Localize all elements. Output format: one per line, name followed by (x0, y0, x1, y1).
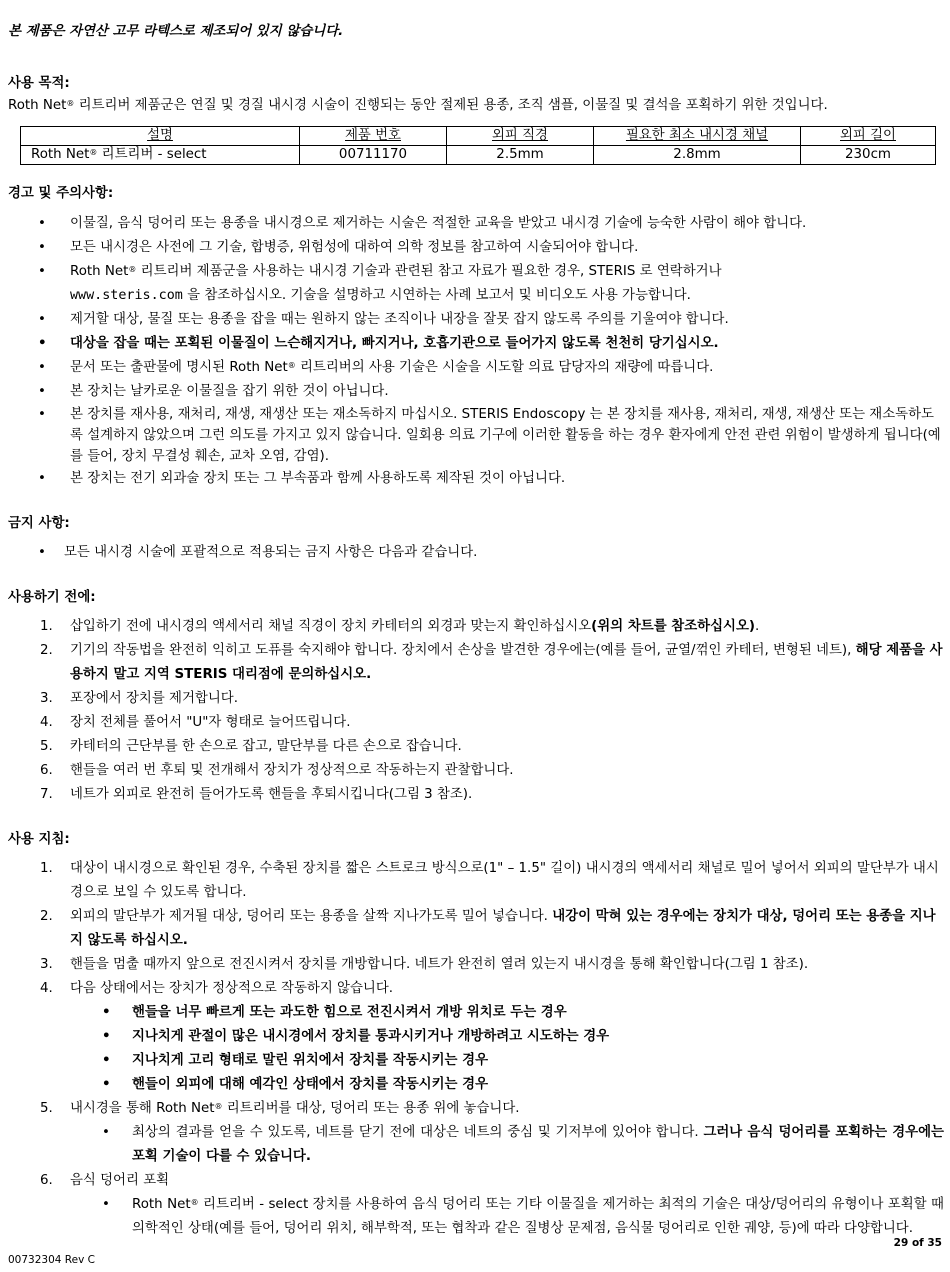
col-min-channel: 필요한 최소 내시경 채널 (594, 127, 801, 146)
cell-description: Roth Net® 리트리버 - select (21, 146, 300, 165)
list-item: 2. 기기의 작동법을 완전히 익히고 도퓨를 숙지해야 합니다. 장치에서 손상을 발견한 경우에는(예를 들어, 균열/꺾인 카테터, 변형된 네트), 해당 제품을 사용하지 말고 지역 STERIS 대리점에 문의하십시오. (40, 643, 943, 682)
list-item: 4. 장치 전체를 풀어서 "U"자 형태로 늘어뜨립니다. (40, 715, 351, 730)
cell-channel: 2.8mm (594, 146, 801, 165)
list-item: • Roth Net® 리트리버 - select 장치를 사용하여 음식 덩어리 또는 기타 이물질을 제거하는 최적의 기술은 대상/덩어리의 유형이나 포획할 때 의학적인 상태(예를 들어, 덩어리 위치, 해부학적, 또는 협착과 같은 질병상 문제점, 음식물 덩어리로 인한 궤양, 등)에 따라 다양합니다. (70, 1193, 944, 1241)
list-item: 6. 음식 덩어리 포획 • Roth Net® 리트리버 - select 장치를 사용하여 음식 덩어리 또는 기타 이물질을 제거하는 최적의 기술은 대상/덩어리의 유형이나 포획할 때 의학적인 상태(예를 들어, 덩어리 위치, 해부학적, 또는 협착과 같은 질병상 문제점, 음식물 덩어리로 인한 궤양, 등)에 따라 다양합니다. (8, 1169, 944, 1241)
list-item: • 핸들을 너무 빠르게 또는 과도한 힘으로 전진시켜서 개방 위치로 두는 경우 (70, 1001, 944, 1025)
list-item: • 대상을 잡을 때는 포획된 이물질이 느슨해지거나, 빠지거나, 호흡기관으로 들어가지 않도록 천천히 당기십시오. (8, 332, 944, 356)
list-item: • Roth Net® 리트리버 제품군을 사용하는 내시경 기술과 관련된 참고 자료가 필요한 경우, STERIS 로 연락하거나 www.steris.com 을 참조하십시오. 기술을 설명하고 시연하는 사례 보고서 및 비디오도 사용 가능합니다. (8, 260, 944, 308)
spec-table (20, 126, 936, 165)
spec-table-header-row (21, 127, 936, 146)
list-item: 1. 대상이 내시경으로 확인된 경우, 수축된 장치를 짧은 스트로크 방식으로(1" – 1.5" 길이) 내시경의 액세서리 채널로 밀어 넣어서 외피의 말단부가 내시경으로 보일 수 있도록 합니다. (40, 861, 939, 900)
list-item: 5. 내시경을 통해 Roth Net® 리트리버를 대상, 덩어리 또는 용종 위에 놓습니다. • 최상의 결과를 얻을 수 있도록, 네트를 닫기 전에 대상은 네트의 중심 및 기저부에 있어야 합니다. 그러나 음식 덩어리를 포획하는 경우에는 포획 기술이 다를 수 있습니다. (8, 1097, 944, 1169)
cell-diameter: 2.5mm (447, 146, 594, 165)
list-item: • 본 장치는 날카로운 이물질을 잡기 위한 것이 아닙니다. (8, 380, 944, 404)
list-item: • 모든 내시경은 사전에 그 기술, 합병증, 위험성에 대하여 의학 정보를 참고하여 시술되어야 합니다. (8, 236, 944, 260)
list-item: 1. 삽입하기 전에 내시경의 액세서리 채널 직경이 장치 카테터의 외경과 맞는지 확인하십시오(위의 차트를 참조하십시오). (40, 619, 760, 634)
list-item: • 본 장치는 전기 외과술 장치 또는 그 부속품과 함께 사용하도록 제작된 것이 아닙니다. (8, 467, 944, 491)
list-item: 3. 핸들을 멈출 때까지 앞으로 전진시켜서 장치를 개방합니다. 네트가 완전히 열려 있는지 내시경을 통해 확인합니다(그림 1 참조). (40, 957, 809, 972)
purpose-heading: 사용 목적: (8, 76, 70, 91)
list-item: • 지나치게 관절이 많은 내시경에서 장치를 통과시키거나 개방하려고 시도하는 경우 (70, 1025, 944, 1049)
positioning-tips-list (70, 1121, 944, 1169)
food-bolus-list (70, 1193, 944, 1241)
before-use-heading: 사용하기 전에: (8, 590, 96, 605)
list-item: 3. 포장에서 장치를 제거합니다. (40, 691, 238, 706)
col-description: 설명 (21, 127, 300, 146)
list-item: 7. 네트가 외피로 완전히 들어가도록 핸들을 후퇴시킵니다(그림 3 참조). (40, 787, 473, 802)
list-item: • 이물질, 음식 덩어리 또는 용종을 내시경으로 제거하는 시술은 적절한 교육을 받았고 내시경 기술에 능숙한 사람이 해야 합니다. (8, 212, 944, 236)
latex-notice: 본 제품은 자연산 고무 라텍스로 제조되어 있지 않습니다. (8, 24, 344, 39)
document-revision: 00732304 Rev C (8, 1254, 95, 1266)
list-item: 4. 다음 상태에서는 장치가 정상적으로 작동하지 않습니다. • 핸들을 너무 빠르게 또는 과도한 힘으로 전진시켜서 개방 위치로 두는 경우 • 지나치게 관절이 많은 내시경에서 장치를 통과시키거나 개방하려고 시도하는 경우 • 지나치게 고리 형태로 말린 위치에서 장치를 작동시키는 경우 • 핸들이 외피에 대해 예각인 상태에서 장치를 작동시키는 경우 (8, 977, 944, 1097)
list-item: 5. 카테터의 근단부를 한 손으로 잡고, 말단부를 다른 손으로 잡습니다. (40, 739, 462, 754)
warnings-heading: 경고 및 주의사항: (8, 186, 114, 201)
cell-part-number: 00711170 (300, 146, 447, 165)
list-item: • 지나치게 고리 형태로 말린 위치에서 장치를 작동시키는 경우 (70, 1049, 944, 1073)
col-sheath-length: 외피 길이 (801, 127, 936, 146)
col-sheath-diameter: 외피 직경 (447, 127, 594, 146)
page-number: 29 of 35 (893, 1237, 942, 1249)
list-item: 6. 핸들을 여러 번 후퇴 및 전개해서 장치가 정상적으로 작동하는지 관찰합니다. (40, 763, 514, 778)
purpose-text: Roth Net® 리트리버 제품군은 연질 및 경질 내시경 시술이 진행되는 동안 절제된 용종, 조직 샘플, 이물질 및 결석을 포획하기 위한 것입니다. (8, 98, 828, 113)
table-row (21, 146, 936, 165)
col-part-number: 제품 번호 (300, 127, 447, 146)
contraindications-list (8, 541, 944, 565)
steris-url-link[interactable]: www.steris.com (70, 288, 183, 303)
list-item: • 핸들이 외피에 대해 예각인 상태에서 장치를 작동시키는 경우 (70, 1073, 944, 1097)
cell-length: 230cm (801, 146, 936, 165)
before-use-list (8, 615, 944, 807)
list-item: • 모든 내시경 시술에 포괄적으로 적용되는 금지 사항은 다음과 같습니다. (8, 541, 944, 565)
list-item: 2. 외피의 말단부가 제거될 대상, 덩어리 또는 용종을 살짝 지나가도록 밀어 넣습니다. 내강이 막혀 있는 경우에는 장치가 대상, 덩어리 또는 용종을 지나지 않도록 하십시오. (40, 909, 936, 948)
contraindications-heading: 금지 사항: (8, 516, 70, 531)
document-page (8, 22, 944, 1241)
list-item: • 본 장치를 재사용, 재처리, 재생, 재생산 또는 재소독하지 마십시오. STERIS Endoscopy 는 본 장치를 재사용, 재처리, 재생, 재생산 또는 재소독하도록 설계하지 않았으며 그런 의도를 가지고 있지 않습니다. 일회용 의료 기구에 이러한 활동을 하는 경우 환자에게 안전 관련 위험이 발생하게 됩니다(예를 들어, 장치 무결성 훼손, 교차 오염, 감염). (8, 404, 944, 467)
list-item: • 최상의 결과를 얻을 수 있도록, 네트를 닫기 전에 대상은 네트의 중심 및 기저부에 있어야 합니다. 그러나 음식 덩어리를 포획하는 경우에는 포획 기술이 다를 수 있습니다. (70, 1121, 944, 1169)
warnings-list (8, 212, 944, 491)
directions-heading: 사용 지침: (8, 832, 70, 847)
directions-list (8, 857, 944, 1241)
list-item: • 제거할 대상, 물질 또는 용종을 잡을 때는 원하지 않는 조직이나 내장을 잘못 잡지 않도록 주의를 기울여야 합니다. (8, 308, 944, 332)
malfunction-conditions-list (70, 1001, 944, 1097)
list-item: • 문서 또는 출판물에 명시된 Roth Net® 리트리버의 사용 기술은 시술을 시도할 의료 담당자의 재량에 따릅니다. (8, 356, 944, 380)
